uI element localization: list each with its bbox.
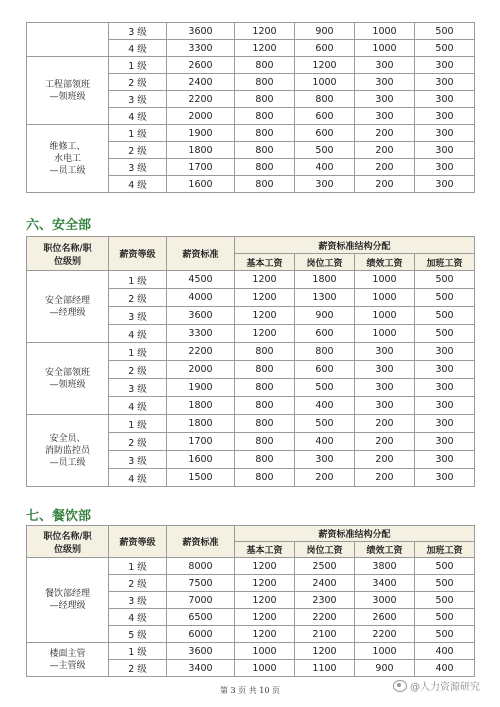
section-title-catering: 七、餐饮部 <box>26 509 92 524</box>
cell-grade: 4 级 <box>109 40 167 57</box>
position-label: —员工级 <box>49 165 86 176</box>
table-row <box>27 57 475 74</box>
position-cell <box>27 57 109 125</box>
cell-standard: 2200 <box>167 91 235 108</box>
cell-performance: 3800 <box>355 558 415 575</box>
cell-overtime: 300 <box>415 57 475 74</box>
cell-performance: 3400 <box>355 575 415 592</box>
cell-grade: 3 级 <box>109 592 167 609</box>
cell-basic: 1000 <box>235 660 295 677</box>
cell-basic: 800 <box>235 159 295 176</box>
cell-performance: 200 <box>355 415 415 433</box>
cell-standard: 3600 <box>167 643 235 660</box>
position-cell <box>27 415 109 487</box>
cell-performance: 2600 <box>355 609 415 626</box>
cell-post: 600 <box>295 40 355 57</box>
position-cell <box>27 558 109 643</box>
cell-grade: 2 级 <box>109 361 167 379</box>
cell-performance: 300 <box>355 57 415 74</box>
header-overtime: 加班工资 <box>415 542 475 558</box>
header-grade: 薪资等级 <box>109 526 167 558</box>
table-row <box>27 271 475 289</box>
cell-grade: 2 级 <box>109 660 167 677</box>
position-cell <box>27 125 109 193</box>
cell-performance: 1000 <box>355 643 415 660</box>
header-structure: 薪资标准结构分配 <box>235 237 475 254</box>
watermark <box>393 678 480 693</box>
position-label: —主管级 <box>49 660 86 671</box>
cell-overtime: 300 <box>415 343 475 361</box>
cell-post: 600 <box>295 125 355 142</box>
cell-grade: 1 级 <box>109 125 167 142</box>
section-title-security: 六、安全部 <box>26 218 92 233</box>
position-label: —经理级 <box>49 307 86 318</box>
cell-performance: 300 <box>355 397 415 415</box>
header-performance: 绩效工资 <box>355 254 415 271</box>
cell-performance: 200 <box>355 142 415 159</box>
cell-performance: 200 <box>355 469 415 487</box>
cell-post: 500 <box>295 142 355 159</box>
header-post: 岗位工资 <box>295 542 355 558</box>
cell-standard: 1700 <box>167 159 235 176</box>
cell-overtime: 300 <box>415 125 475 142</box>
cell-basic: 1200 <box>235 271 295 289</box>
cell-overtime: 300 <box>415 108 475 125</box>
cell-performance: 300 <box>355 361 415 379</box>
header-position: 职位名称/职 位级别 <box>27 526 109 558</box>
cell-standard: 6500 <box>167 609 235 626</box>
cell-basic: 1000 <box>235 643 295 660</box>
table-row <box>27 125 475 142</box>
cell-overtime: 500 <box>415 307 475 325</box>
cell-standard: 1700 <box>167 433 235 451</box>
cell-post: 900 <box>295 23 355 40</box>
cell-performance: 300 <box>355 74 415 91</box>
position-label: 维修工、 <box>49 141 86 152</box>
cell-standard: 3300 <box>167 40 235 57</box>
cell-post: 600 <box>295 325 355 343</box>
cell-post: 500 <box>295 379 355 397</box>
cell-standard: 4500 <box>167 271 235 289</box>
cell-basic: 1200 <box>235 325 295 343</box>
cell-overtime: 300 <box>415 142 475 159</box>
position-label: —员工级 <box>49 457 86 468</box>
cell-grade: 5 级 <box>109 626 167 643</box>
cell-post: 2400 <box>295 575 355 592</box>
cell-grade: 4 级 <box>109 469 167 487</box>
cell-basic: 800 <box>235 361 295 379</box>
cell-standard: 6000 <box>167 626 235 643</box>
cell-basic: 800 <box>235 343 295 361</box>
cell-overtime: 400 <box>415 643 475 660</box>
cell-standard: 1800 <box>167 142 235 159</box>
cell-basic: 800 <box>235 74 295 91</box>
cell-basic: 1200 <box>235 592 295 609</box>
cell-post: 900 <box>295 307 355 325</box>
cell-post: 1800 <box>295 271 355 289</box>
cell-basic: 800 <box>235 415 295 433</box>
cell-performance: 200 <box>355 176 415 193</box>
cell-post: 400 <box>295 159 355 176</box>
cell-grade: 1 级 <box>109 643 167 660</box>
cell-post: 1200 <box>295 57 355 74</box>
position-label: 工程部领班 <box>44 79 90 90</box>
weibo-icon <box>393 680 407 692</box>
cell-performance: 1000 <box>355 23 415 40</box>
cell-standard: 1600 <box>167 451 235 469</box>
page-footer: 第 3 页 共 10 页 <box>220 686 280 695</box>
cell-standard: 1900 <box>167 125 235 142</box>
cell-grade: 3 级 <box>109 91 167 108</box>
position-cell <box>27 343 109 415</box>
cell-post: 2500 <box>295 558 355 575</box>
cell-overtime: 300 <box>415 159 475 176</box>
cell-basic: 800 <box>235 433 295 451</box>
cell-grade: 1 级 <box>109 558 167 575</box>
cell-performance: 1000 <box>355 325 415 343</box>
cell-performance: 300 <box>355 343 415 361</box>
cell-performance: 300 <box>355 91 415 108</box>
cell-basic: 800 <box>235 142 295 159</box>
cell-grade: 1 级 <box>109 271 167 289</box>
cell-grade: 4 级 <box>109 176 167 193</box>
cell-grade: 4 级 <box>109 609 167 626</box>
cell-standard: 1600 <box>167 176 235 193</box>
cell-overtime: 300 <box>415 469 475 487</box>
cell-overtime: 500 <box>415 558 475 575</box>
cell-performance: 3000 <box>355 592 415 609</box>
header-grade: 薪资等级 <box>109 237 167 271</box>
cell-standard: 4000 <box>167 289 235 307</box>
cell-grade: 2 级 <box>109 289 167 307</box>
cell-grade: 3 级 <box>109 159 167 176</box>
cell-grade: 2 级 <box>109 74 167 91</box>
header-standard: 薪资标准 <box>167 237 235 271</box>
cell-overtime: 500 <box>415 40 475 57</box>
cell-overtime: 300 <box>415 397 475 415</box>
position-label: —领班级 <box>49 91 86 102</box>
cell-standard: 1800 <box>167 415 235 433</box>
cell-grade: 2 级 <box>109 142 167 159</box>
cell-post: 600 <box>295 361 355 379</box>
cell-grade: 1 级 <box>109 343 167 361</box>
cell-basic: 800 <box>235 379 295 397</box>
cell-standard: 2600 <box>167 57 235 74</box>
position-label: 安全员、 <box>49 433 86 444</box>
cell-basic: 1200 <box>235 609 295 626</box>
cell-post: 200 <box>295 469 355 487</box>
cell-standard: 3300 <box>167 325 235 343</box>
cell-post: 500 <box>295 415 355 433</box>
cell-performance: 200 <box>355 433 415 451</box>
cell-post: 300 <box>295 451 355 469</box>
cell-performance: 2200 <box>355 626 415 643</box>
cell-overtime: 500 <box>415 23 475 40</box>
cell-basic: 1200 <box>235 40 295 57</box>
position-label: 安全部领班 <box>44 367 90 378</box>
header-post: 岗位工资 <box>295 254 355 271</box>
cell-grade: 3 级 <box>109 451 167 469</box>
cell-basic: 1200 <box>235 575 295 592</box>
cell-overtime: 300 <box>415 415 475 433</box>
cell-standard: 2000 <box>167 108 235 125</box>
cell-performance: 1000 <box>355 307 415 325</box>
cell-post: 2100 <box>295 626 355 643</box>
cell-post: 1200 <box>295 643 355 660</box>
cell-overtime: 400 <box>415 660 475 677</box>
cell-grade: 1 级 <box>109 415 167 433</box>
position-label: —领班级 <box>49 379 86 390</box>
header-position: 职位名称/职 位级别 <box>27 237 109 271</box>
cell-performance: 200 <box>355 159 415 176</box>
cell-basic: 1200 <box>235 23 295 40</box>
cell-post: 1100 <box>295 660 355 677</box>
cell-overtime: 300 <box>415 433 475 451</box>
table-row <box>27 558 475 575</box>
position-cell <box>27 271 109 343</box>
cell-performance: 200 <box>355 125 415 142</box>
cell-basic: 800 <box>235 91 295 108</box>
cell-basic: 800 <box>235 108 295 125</box>
cell-standard: 1900 <box>167 379 235 397</box>
cell-standard: 8000 <box>167 558 235 575</box>
cell-overtime: 300 <box>415 176 475 193</box>
cell-overtime: 300 <box>415 379 475 397</box>
cell-performance: 1000 <box>355 289 415 307</box>
cell-grade: 3 级 <box>109 307 167 325</box>
cell-standard: 3600 <box>167 23 235 40</box>
header-standard: 薪资标准 <box>167 526 235 558</box>
cell-basic: 800 <box>235 176 295 193</box>
cell-grade: 3 级 <box>109 23 167 40</box>
cell-grade: 1 级 <box>109 57 167 74</box>
header-basic: 基本工资 <box>235 542 295 558</box>
cell-post: 600 <box>295 108 355 125</box>
cell-overtime: 300 <box>415 451 475 469</box>
cell-overtime: 500 <box>415 325 475 343</box>
position-cell <box>27 643 109 677</box>
position-label: 水电工 <box>53 153 81 164</box>
position-label: —经理级 <box>49 601 86 611</box>
cell-grade: 4 级 <box>109 397 167 415</box>
cell-overtime: 300 <box>415 91 475 108</box>
cell-performance: 1000 <box>355 271 415 289</box>
position-label: 餐饮部经理 <box>44 589 90 599</box>
cell-standard: 1500 <box>167 469 235 487</box>
cell-performance: 300 <box>355 108 415 125</box>
position-label: 消防监控员 <box>44 445 90 456</box>
cell-grade: 2 级 <box>109 575 167 592</box>
cell-performance: 200 <box>355 451 415 469</box>
cell-grade: 4 级 <box>109 325 167 343</box>
cell-standard: 3400 <box>167 660 235 677</box>
salary-table-catering <box>26 525 475 677</box>
cell-overtime: 500 <box>415 626 475 643</box>
cell-basic: 800 <box>235 125 295 142</box>
header-basic: 基本工资 <box>235 254 295 271</box>
cell-post: 2300 <box>295 592 355 609</box>
cell-standard: 1800 <box>167 397 235 415</box>
cell-standard: 2200 <box>167 343 235 361</box>
cell-post: 2200 <box>295 609 355 626</box>
cell-grade: 4 级 <box>109 108 167 125</box>
cell-standard: 3600 <box>167 307 235 325</box>
header-structure: 薪资标准结构分配 <box>235 526 475 542</box>
cell-basic: 1200 <box>235 307 295 325</box>
cell-post: 300 <box>295 176 355 193</box>
cell-overtime: 500 <box>415 271 475 289</box>
cell-grade: 3 级 <box>109 379 167 397</box>
cell-post: 400 <box>295 397 355 415</box>
salary-table-security <box>26 236 475 487</box>
table-row <box>27 343 475 361</box>
position-label: 安全部经理 <box>44 295 90 306</box>
table-row <box>27 415 475 433</box>
cell-overtime: 500 <box>415 609 475 626</box>
cell-basic: 800 <box>235 469 295 487</box>
position-cell <box>27 23 109 57</box>
cell-post: 1000 <box>295 74 355 91</box>
cell-basic: 800 <box>235 57 295 74</box>
cell-performance: 1000 <box>355 40 415 57</box>
cell-basic: 800 <box>235 451 295 469</box>
cell-basic: 1200 <box>235 558 295 575</box>
cell-overtime: 300 <box>415 74 475 91</box>
cell-standard: 2000 <box>167 361 235 379</box>
cell-performance: 900 <box>355 660 415 677</box>
cell-basic: 800 <box>235 397 295 415</box>
cell-basic: 1200 <box>235 289 295 307</box>
table-row <box>27 643 475 660</box>
watermark-text: @人力资源研究 <box>410 682 480 693</box>
cell-grade: 2 级 <box>109 433 167 451</box>
cell-post: 400 <box>295 433 355 451</box>
cell-overtime: 500 <box>415 575 475 592</box>
cell-overtime: 500 <box>415 592 475 609</box>
cell-standard: 7500 <box>167 575 235 592</box>
header-performance: 绩效工资 <box>355 542 415 558</box>
table-row <box>27 23 475 40</box>
cell-basic: 1200 <box>235 626 295 643</box>
cell-standard: 2400 <box>167 74 235 91</box>
position-label: 楼面主管 <box>49 648 86 659</box>
salary-table-engineering <box>26 22 475 193</box>
cell-overtime: 300 <box>415 361 475 379</box>
cell-performance: 300 <box>355 379 415 397</box>
header-overtime: 加班工资 <box>415 254 475 271</box>
cell-post: 800 <box>295 91 355 108</box>
cell-standard: 7000 <box>167 592 235 609</box>
cell-overtime: 500 <box>415 289 475 307</box>
cell-post: 1300 <box>295 289 355 307</box>
cell-post: 800 <box>295 343 355 361</box>
